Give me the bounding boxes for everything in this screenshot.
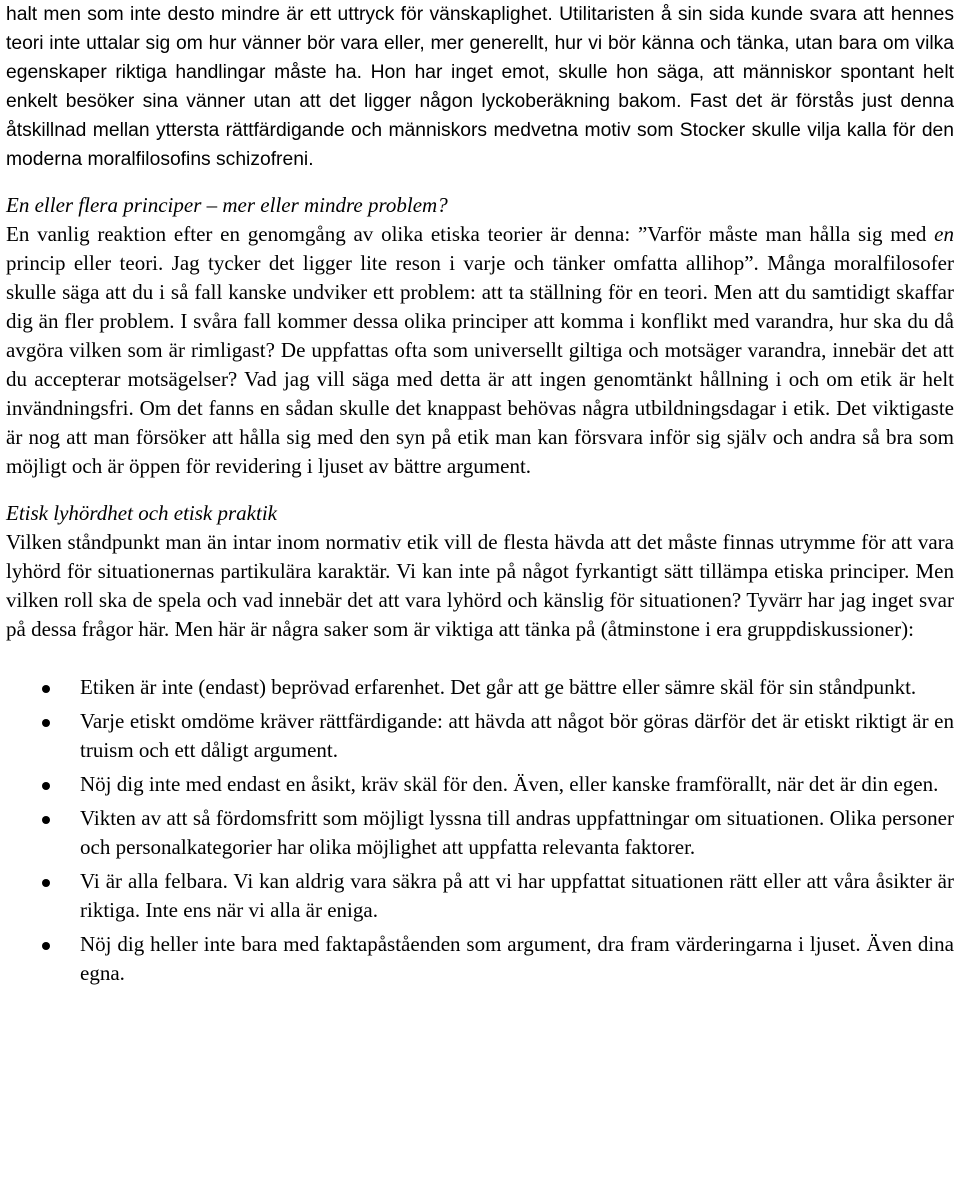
section-heading-practice: Etisk lyhördhet och etisk praktik (6, 501, 277, 525)
bullet-icon (42, 719, 50, 727)
list-item (6, 673, 954, 702)
list-item-text: Vi är alla felbara. Vi kan aldrig vara säkra på att vi har uppfattat situationen rätt eller att våra åsikter är riktiga. Inte ens när vi alla är eniga. (80, 869, 954, 922)
section-heading-principles: En eller flera principer – mer eller mindre problem? (6, 193, 448, 217)
bullet-icon (42, 685, 50, 693)
paragraph-practice: Vilken ståndpunkt man än intar inom normativ etik vill de flesta hävda att det måste finnas utrymme för att vara lyhörd för situationernas partikulära karaktär. Vi kan inte på något fyrkantigt sätt tillämpa etiska principer. Men vilken roll ska de spela och vad innebär det att vara lyhörd och känslig för situationen? Tyvärr har jag inget svar på dessa frågor här. Men här är några saker som är viktiga att tänka på (åtminstone i era gruppdiskussioner): (6, 530, 954, 641)
list-item-text: Etiken är inte (endast) beprövad erfarenhet. Det går att ge bättre eller sämre skäl för sin ståndpunkt. (80, 675, 917, 699)
list-item (6, 867, 954, 925)
list-item (6, 770, 954, 799)
bullet-icon (42, 879, 50, 887)
list-item-text: Varje etiskt omdöme kräver rättfärdigande: att hävda att något bör göras därför det är etiskt riktigt är en truism och ett dåligt argument. (80, 709, 954, 762)
paragraph-principles (6, 220, 954, 481)
list-item-text: Nöj dig inte med endast en åsikt, kräv skäl för den. Även, eller kanske framförallt, när det är din egen. (80, 772, 939, 796)
bullet-list (6, 673, 954, 988)
bullet-icon (42, 816, 50, 824)
list-item (6, 930, 954, 988)
list-item-text: Nöj dig heller inte bara med faktapåståenden som argument, dra fram värderingarna i ljuset. Även dina egna. (80, 932, 954, 985)
paragraph-principles-part1: En vanlig reaktion efter en genomgång av olika etiska teorier är denna: ”Varför måste man hålla sig med (6, 222, 935, 246)
emphasis-en: en (934, 222, 954, 246)
bullet-icon (42, 782, 50, 790)
spacer (6, 174, 954, 191)
paragraph-principles-part2: princip eller teori. Jag tycker det ligger lite reson i varje och tänker omfatta allihop”. Många moralfilosofer skulle säga att du i så fall kanske undviker ett problem: att ta ställning för en teori. Men att du samtidigt skaffar dig än fler problem. I svåra fall kommer dessa olika principer att komma i konflikt med varandra, hur ska du då avgöra vilken som är rimligast? De uppfattas ofta som universellt giltiga och motsäger varandra, innebär det att du accepterar motsägelser? Vad jag vill säga med detta är att ingen genomtänkt hållning i och om etik är helt invändningsfri. Om det fanns en sådan skulle det knappast behövas några utbildningsdagar i etik. Det viktigaste är nog att man försöker att hålla sig med den syn på etik man kan försvara inför sig själv och andra så bra som möjligt och är öppen för revidering i ljuset av bättre argument. (6, 251, 954, 478)
spacer (6, 644, 954, 673)
list-item (6, 804, 954, 862)
spacer (6, 481, 954, 499)
list-item (6, 707, 954, 765)
paragraph-intro: halt men som inte desto mindre är ett uttryck för vänskaplighet. Utilitaristen å sin sida kunde svara att hennes teori inte uttalar sig om hur vänner bör vara eller, mer generellt, hur vi bör känna och tänka, utan bara om vilka egenskaper riktiga handlingar måste ha. Hon har inget emot, skulle hon säga, att människor spontant helt enkelt besöker sina vänner utan att det ligger någon lyckoberäkning bakom. Fast det är förstås just denna åtskillnad mellan yttersta rättfärdigande och människors medvetna motiv som Stocker skulle vilja kalla för den moderna moralfilosofins schizofreni. (6, 4, 954, 170)
list-item-text: Vikten av att så fördomsfritt som möjligt lyssna till andras uppfattningar om situationen. Olika personer och personalkategorier har olika möjlighet att uppfatta relevanta faktorer. (80, 806, 954, 859)
bullet-icon (42, 942, 50, 950)
